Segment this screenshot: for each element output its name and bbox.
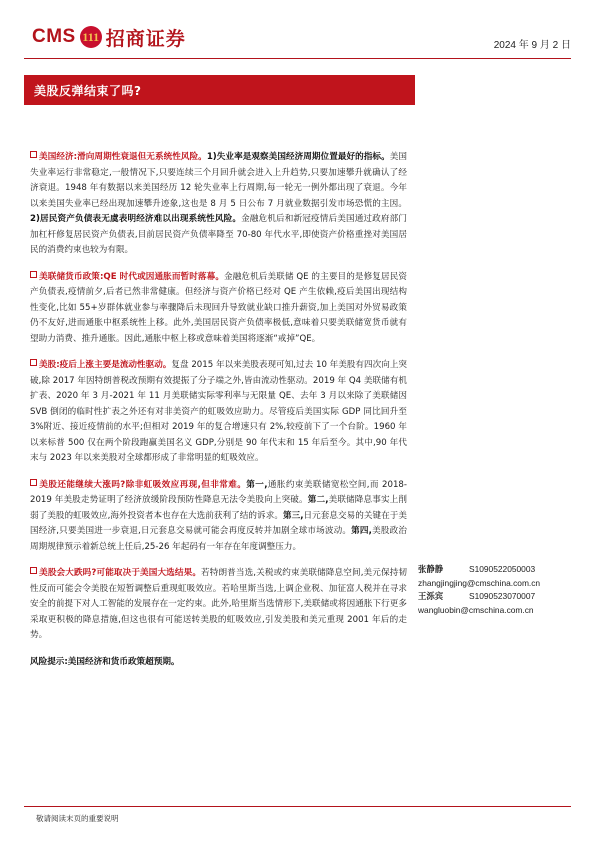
paragraph-list xyxy=(30,150,407,644)
body-text: 美联储降息事实上削弱了美股的虹吸效应,海外投资者本也存在大选前获利了结的诉求。 xyxy=(30,495,407,521)
analyst-name: 张静静 xyxy=(418,564,444,574)
analyst-code: S1090522050003 xyxy=(469,564,536,574)
body-text: 通胀约束美联储宽松空间,而 2018-2019 年美股走势证明了经济放缓阶段预防性降息无法令美股向上突破。 xyxy=(30,479,407,505)
bold-phrase: 2)居民资产负债表无虞表明经济难以出现系统性风险。 xyxy=(30,214,242,224)
paragraph-heading: 美股会大跌吗?可能取决于美国大选结果。 xyxy=(39,568,202,578)
analyst-1 xyxy=(418,590,578,617)
paragraph xyxy=(30,478,407,556)
logo-badge-icon: 111 xyxy=(80,26,102,48)
body-text: 金融危机后和新冠疫情后美国通过政府部门加杠杆修复居民资产负债表,目前居民资产负债率降至 70-80 年代水平,即使资产价格重挫对美国居民的消费约束也较为有限。 xyxy=(30,214,407,255)
bold-phrase: 第四, xyxy=(351,526,372,536)
analyst-code: S1090523070007 xyxy=(469,591,536,601)
body-text: 复盘 2015 年以来美股表现可知,过去 10 年美股有四次向上突破,除 2017 年因特朗普税改预期有效提振了分子端之外,皆由流动性驱动。2019 年 Q4 美联储有机扩表、2020 年 3 月-2021 年 11 月美联储实际零利率与无限量 QE、去年 3 月以来除了美联储因 SVB 倒闭的临时性扩表之外还有对非美资产的虹吸效应助力。尽管疫后美国实际 GDP 同比回升至 3%附近、接近疫情前的水平;但相对 2019 年的复合增速只有 2%,较疫前下了一个台阶。1960 年以来标普 500 仅在两个阶段跑赢美国名义 GDP,分别是 90 年代末和 15 年后至今。其中,90 年代末与 2023 年以来美股对全球都形成了非常明显的虹吸效应。 xyxy=(30,360,408,463)
analyst-0 xyxy=(418,563,578,590)
bold-phrase: 第一, xyxy=(246,479,268,490)
bullet-square-icon xyxy=(30,151,37,158)
bullet-square-icon xyxy=(30,479,37,486)
report-title-text: 美股反弹结束了吗? xyxy=(34,83,142,98)
company-logo xyxy=(32,22,186,52)
paragraph xyxy=(30,150,407,259)
body-text: 美股政治周期规律预示着新总统上任后,25-26 年起码有一年存在年度调整压力。 xyxy=(30,526,407,552)
body-text: 美国失业率运行非常稳定,一般情况下,只要连续三个月回升就会进入上升趋势,只要加速攀升就确认了经济衰退。1948 年有数据以来美国经历 12 轮失业率上行周期,每一轮无一例外都出现了衰退。今年以来美国失业率已经出现加速攀升迹象,这也是 8 月 5 日公布 7 月就业数据引发市场恐慌的主因。 xyxy=(30,152,407,209)
footer-disclaimer: 敬请阅读末页的重要说明 xyxy=(36,814,119,823)
bold-phrase: 第二, xyxy=(307,495,329,505)
analyst-email[interactable]: zhangjingjing@cmschina.com.cn xyxy=(418,577,541,588)
paragraph-heading: 美联储货币政策:QE 时代或因通胀而暂时落幕。 xyxy=(39,271,225,282)
analyst-email[interactable]: wangluobin@cmschina.com.cn xyxy=(418,604,534,615)
logo-cms-text: CMS xyxy=(32,26,76,47)
paragraph-heading: 美股还能继续大涨吗?除非虹吸效应再现,但非常难。 xyxy=(39,479,247,490)
paragraph xyxy=(30,358,407,467)
logo-chinese-name: 招商证券 xyxy=(105,27,186,50)
analyst-panel xyxy=(418,563,578,617)
report-title xyxy=(24,75,415,105)
bold-phrase: 第三, xyxy=(282,510,304,521)
bullet-square-icon xyxy=(30,359,37,366)
paragraph xyxy=(30,270,407,348)
paragraph-heading: 美股:疫后上涨主要是流动性驱动。 xyxy=(39,360,172,370)
bullet-square-icon xyxy=(30,271,37,278)
body-text: 金融危机后美联储 QE 的主要目的是修复居民资产负债表,疫情前夕,后者已然非常健康。但经济与资产价格已经对 QE 产生依赖,疫后美国出现结构性变化,比如 55+岁群体就业参与率骤降后未现回升导致就业缺口推升薪资,加上美国对外贸易政策仍不友好,进而通胀中枢系统性上移。此外,美国居民资产负债率极低,意味着只要美联储宽货币就有望助力消费、推升通胀。因此,通胀中枢上移或意味着美国将逐渐“戒掉”QE。 xyxy=(30,271,407,344)
report-body xyxy=(30,150,407,670)
report-date: 2024 年 9 月 2 日 xyxy=(493,40,571,51)
paragraph xyxy=(30,566,407,644)
bold-phrase: 1)失业率是观察美国经济周期位置最好的指标。 xyxy=(206,152,390,162)
footer-divider xyxy=(24,806,571,807)
header-divider xyxy=(24,58,571,59)
analyst-name: 王泺宾 xyxy=(418,591,444,601)
paragraph-heading: 美国经济:滑向周期性衰退但无系统性风险。 xyxy=(39,152,207,162)
risk-warning: 风险提示:美国经济和货币政策超预期。 xyxy=(30,656,180,667)
body-text: 若特朗普当选,关税或约束美联储降息空间,美元保持韧性反而可能会令美股在短暂调整后重现虹吸效应。若哈里斯当选,上调企业税、加征富人税并在寻求安全的前提下对人工智能的发展存在一定约束。此外,哈里斯当选情形下,美联储或将因通胀下行更多采取更积极的降息措施,但这也很有可能送转美股的虹吸效应,引发美股和美元重现 2001 年后的走势。 xyxy=(30,568,407,640)
bullet-square-icon xyxy=(30,567,37,574)
body-text: 日元套息交易的关键在于美国经济,只要美国进一步衰退,日元套息交易就可能会再度反转并加剧全球市场波动。 xyxy=(30,510,408,536)
